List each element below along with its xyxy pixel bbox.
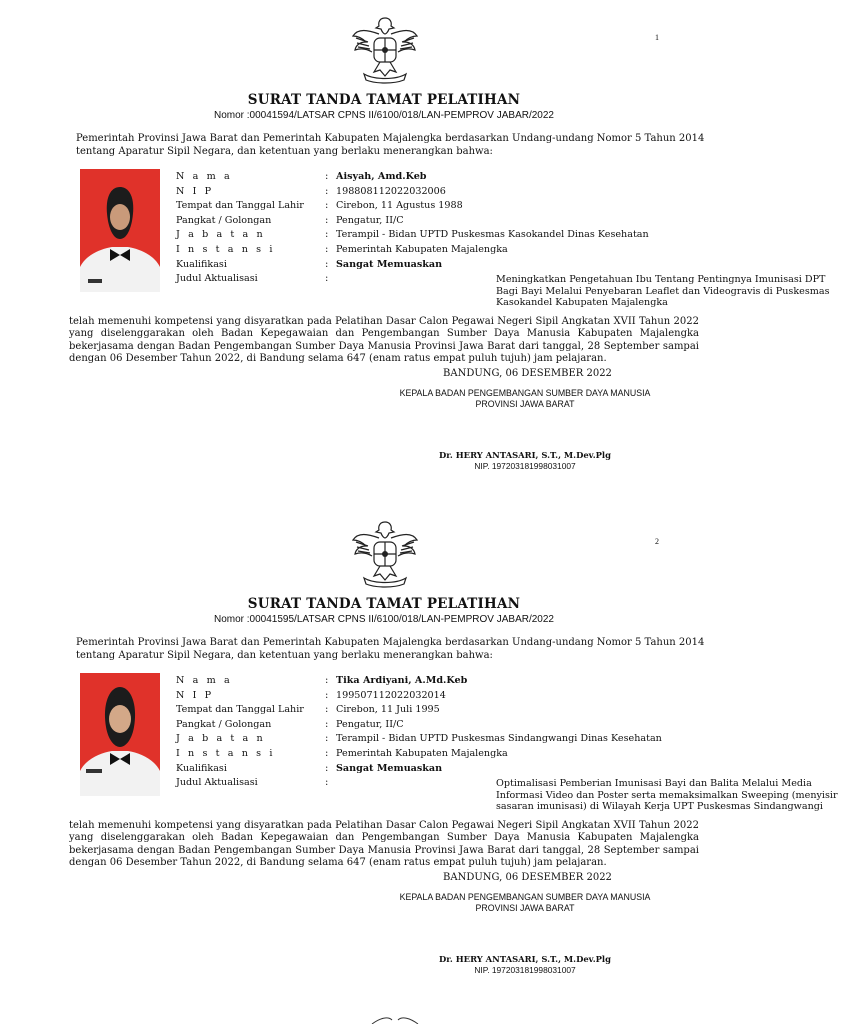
certificate-page-1	[0, 0, 830, 500]
person-photo	[80, 673, 160, 796]
field-colon: :	[325, 675, 329, 686]
field-colon: :	[325, 229, 329, 241]
field-value: Aisyah, Amd.Keb	[336, 171, 427, 182]
field-ttl	[176, 199, 676, 214]
field-value: 199507112022032014	[336, 689, 446, 701]
completion-statement: telah memenuhi kompetensi yang disyaratkan pada Pelatihan Dasar Calon Pegawai Negeri Sipil Angkatan XVII Tahun 2022 yang diselenggarakan oleh Badan Kepegawaian dan Pengembangan Sumber Daya Manusia Kabupaten Majalengka bekerjasama dengan Badan Pengembangan Sumber Daya Manusia Provinsi Jawa Barat dari tanggal, 28 September sampai dengan 06 Desember Tahun 2022, di Bandung selama 647 (enam ratus empat puluh tujuh) jam pelajaran.	[69, 820, 699, 868]
signatory-nip: NIP. 197203181998031007	[474, 461, 576, 471]
field-value: Tika Ardiyani, A.Md.Keb	[336, 675, 468, 686]
field-colon: :	[325, 171, 329, 182]
field-kualifikasi	[176, 258, 676, 273]
field-colon: :	[325, 243, 329, 255]
field-value: Cirebon, 11 Agustus 1988	[336, 200, 463, 212]
signatory-title	[355, 388, 695, 410]
field-colon: :	[325, 214, 329, 226]
next-page-emblem-fragment	[370, 1014, 420, 1024]
person-photo-icon	[80, 169, 160, 292]
field-colon: :	[325, 704, 329, 716]
certificate-number: Nomor :00041594/LATSAR CPNS II/6100/018/LAN-PEMPROV JABAR/2022	[214, 110, 554, 121]
garuda-emblem-icon	[350, 12, 420, 86]
intro-paragraph: Pemerintah Provinsi Jawa Barat dan Pemerintah Kabupaten Majalengka berdasarkan Undang-undang Nomor 5 Tahun 2014 tentang Aparatur Sipil Negara, dan ketentuan yang berlaku menerangkan bahwa:	[76, 133, 705, 157]
field-judul-aktualisasi	[176, 272, 830, 309]
field-nama	[176, 170, 676, 185]
intro-paragraph: Pemerintah Provinsi Jawa Barat dan Pemerintah Kabupaten Majalengka berdasarkan Undang-undang Nomor 5 Tahun 2014 tentang Aparatur Sipil Negara, dan ketentuan yang berlaku menerangkan bahwa:	[76, 637, 705, 661]
field-value: Sangat Memuaskan	[336, 762, 443, 774]
field-judul-aktualisasi	[176, 776, 838, 813]
field-jabatan	[176, 732, 676, 747]
field-nip	[176, 689, 676, 704]
identity-fields	[176, 674, 838, 813]
field-ttl	[176, 703, 676, 718]
field-label: Tempat dan Tanggal Lahir	[176, 200, 304, 212]
field-label: I n s t a n s i	[176, 747, 275, 759]
place-date: BANDUNG, 06 DESEMBER 2022	[443, 872, 612, 883]
field-colon: :	[325, 689, 329, 701]
certificate-title: SURAT TANDA TAMAT PELATIHAN	[247, 92, 521, 108]
signatory-title-line1: KEPALA BADAN PENGEMBANGAN SUMBER DAYA MANUSIA	[399, 892, 651, 902]
field-colon: :	[325, 718, 329, 730]
field-colon: :	[325, 733, 329, 745]
field-pangkat	[176, 214, 676, 229]
field-colon: :	[325, 747, 329, 759]
field-label: Judul Aktualisasi	[176, 273, 258, 285]
place-date: BANDUNG, 06 DESEMBER 2022	[443, 368, 612, 379]
field-colon: :	[325, 258, 329, 270]
field-label: Tempat dan Tanggal Lahir	[176, 704, 304, 716]
signatory-name: Dr. HERY ANTASARI, S.T., M.Dev.Plg	[439, 954, 611, 964]
signatory-title-line2: PROVINSI JAWA BARAT	[475, 399, 575, 409]
field-value: Pengatur, II/C	[336, 718, 404, 730]
field-kualifikasi	[176, 762, 676, 777]
signatory-title	[355, 892, 695, 914]
field-colon: :	[325, 273, 329, 285]
field-value: Pemerintah Kabupaten Majalengka	[336, 243, 508, 255]
field-label: Pangkat / Golongan	[176, 718, 272, 730]
field-value: Sangat Memuaskan	[336, 258, 443, 270]
certificate-title: SURAT TANDA TAMAT PELATIHAN	[247, 596, 521, 612]
field-colon: :	[325, 200, 329, 212]
certificate-page-2	[0, 504, 838, 1004]
field-value: Cirebon, 11 Juli 1995	[336, 704, 440, 716]
page-number: 1	[655, 33, 659, 42]
field-nama	[176, 674, 676, 689]
field-value: Pengatur, II/C	[336, 214, 404, 226]
field-colon: :	[325, 777, 329, 789]
field-label: Kualifikasi	[176, 762, 227, 774]
person-photo-icon	[80, 673, 160, 796]
field-label: N I P	[176, 689, 214, 701]
field-value: Pemerintah Kabupaten Majalengka	[336, 747, 508, 759]
field-label: Kualifikasi	[176, 258, 227, 270]
field-label: J a b a t a n	[176, 733, 266, 745]
person-photo	[80, 169, 160, 292]
completion-statement: telah memenuhi kompetensi yang disyaratkan pada Pelatihan Dasar Calon Pegawai Negeri Sipil Angkatan XVII Tahun 2022 yang diselenggarakan oleh Badan Kepegawaian dan Pengembangan Sumber Daya Manusia Kabupaten Majalengka bekerjasama dengan Badan Pengembangan Sumber Daya Manusia Provinsi Jawa Barat dari tanggal, 28 September sampai dengan 06 Desember Tahun 2022, di Bandung selama 647 (enam ratus empat puluh tujuh) jam pelajaran.	[69, 316, 699, 364]
field-pangkat	[176, 718, 676, 733]
identity-fields	[176, 170, 830, 309]
field-value: 198808112022032006	[336, 185, 446, 197]
field-label: N a m a	[176, 675, 233, 686]
field-label: N I P	[176, 185, 214, 197]
field-value: Terampil - Bidan UPTD Puskesmas Kasokandel Dinas Kesehatan	[336, 229, 649, 241]
signatory-name: Dr. HERY ANTASARI, S.T., M.Dev.Plg	[439, 450, 611, 460]
field-label: Pangkat / Golongan	[176, 214, 272, 226]
signatory-title-line1: KEPALA BADAN PENGEMBANGAN SUMBER DAYA MANUSIA	[399, 388, 651, 398]
certificate-number: Nomor :00041595/LATSAR CPNS II/6100/018/LAN-PEMPROV JABAR/2022	[214, 614, 554, 625]
field-label: J a b a t a n	[176, 229, 266, 241]
page-number: 2	[655, 537, 659, 546]
field-colon: :	[325, 185, 329, 197]
signatory-nip: NIP. 197203181998031007	[474, 965, 576, 975]
signatory-title-line2: PROVINSI JAWA BARAT	[475, 903, 575, 913]
field-value: Terampil - Bidan UPTD Puskesmas Sindangwangi Dinas Kesehatan	[336, 733, 662, 745]
field-instansi	[176, 243, 676, 258]
field-value: Optimalisasi Pemberian Imunisasi Bayi dan Balita Melalui Media Informasi Video dan Poster serta memaksimalkan Sweeping (menyisir sasaran imunisasi) di Wilayah Kerja UPT Puskesmas Sindangwangi	[496, 778, 838, 813]
field-colon: :	[325, 762, 329, 774]
field-instansi	[176, 747, 676, 762]
field-label: N a m a	[176, 171, 233, 182]
field-label: Judul Aktualisasi	[176, 777, 258, 789]
field-value: Meningkatkan Pengetahuan Ibu Tentang Pentingnya Imunisasi DPT Bagi Bayi Melalui Penyebaran Leaflet dan Videogravis di Puskesmas Kasokandel Kabupaten Majalengka	[496, 274, 830, 309]
field-jabatan	[176, 228, 676, 243]
field-label: I n s t a n s i	[176, 243, 275, 255]
garuda-emblem-icon	[350, 516, 420, 590]
field-nip	[176, 185, 676, 200]
